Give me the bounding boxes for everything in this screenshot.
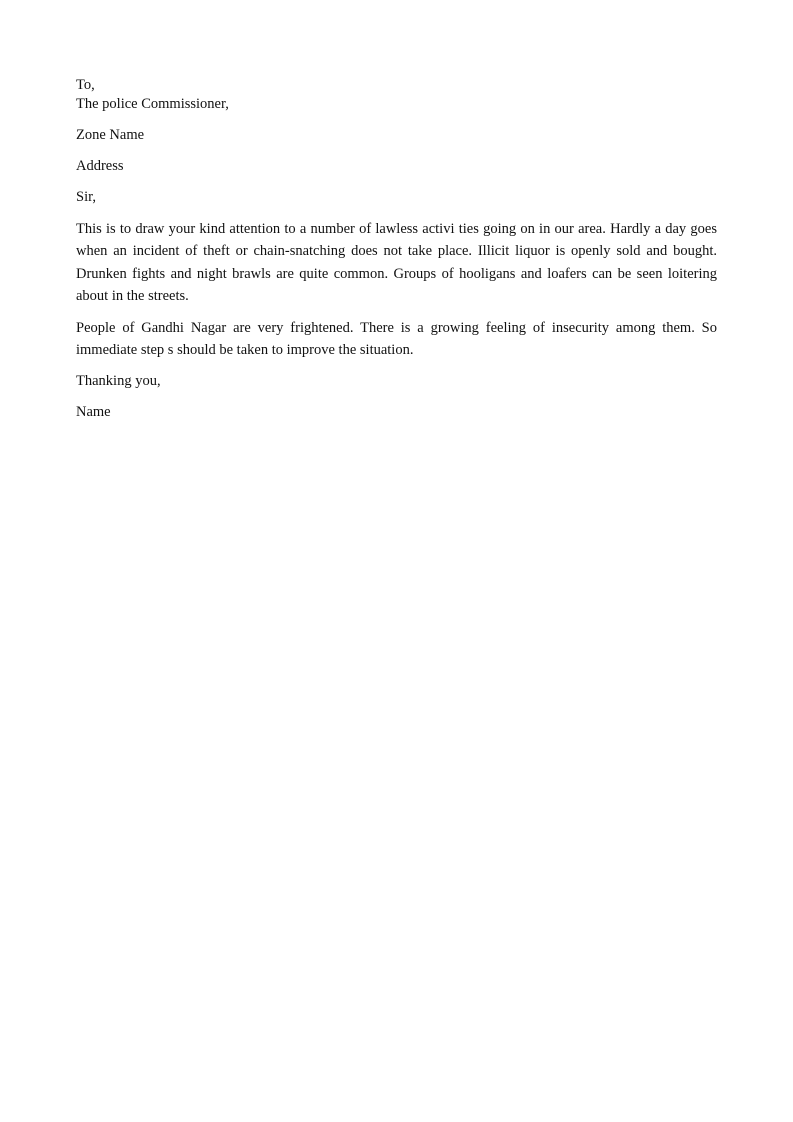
zone-name: Zone Name [76,127,145,143]
salutation: Sir, [76,189,96,205]
closing: Thanking you, [76,373,161,390]
letter-page [76,76,717,422]
to-line: To, [76,77,95,93]
signature-name: Name [76,404,111,421]
body-paragraph-1: This is to draw your kind attention to a number of lawless activi ties going on in our area. Hardly a day goes when an incident of theft or chain-snatching does not take place. Illicit liquor is openly sold and bought. Drunken fights and night brawls are quite common. Groups of hooligans and loafers can be seen loitering about in the streets. [76,221,717,305]
recipient-line: The police Commissioner, [76,96,229,112]
body-paragraph-2: People of Gandhi Nagar are very frightened. There is a growing feeling of insecurity among them. So immediate step s should be taken to improve the situation. [76,319,717,359]
address-line: Address [76,158,124,174]
